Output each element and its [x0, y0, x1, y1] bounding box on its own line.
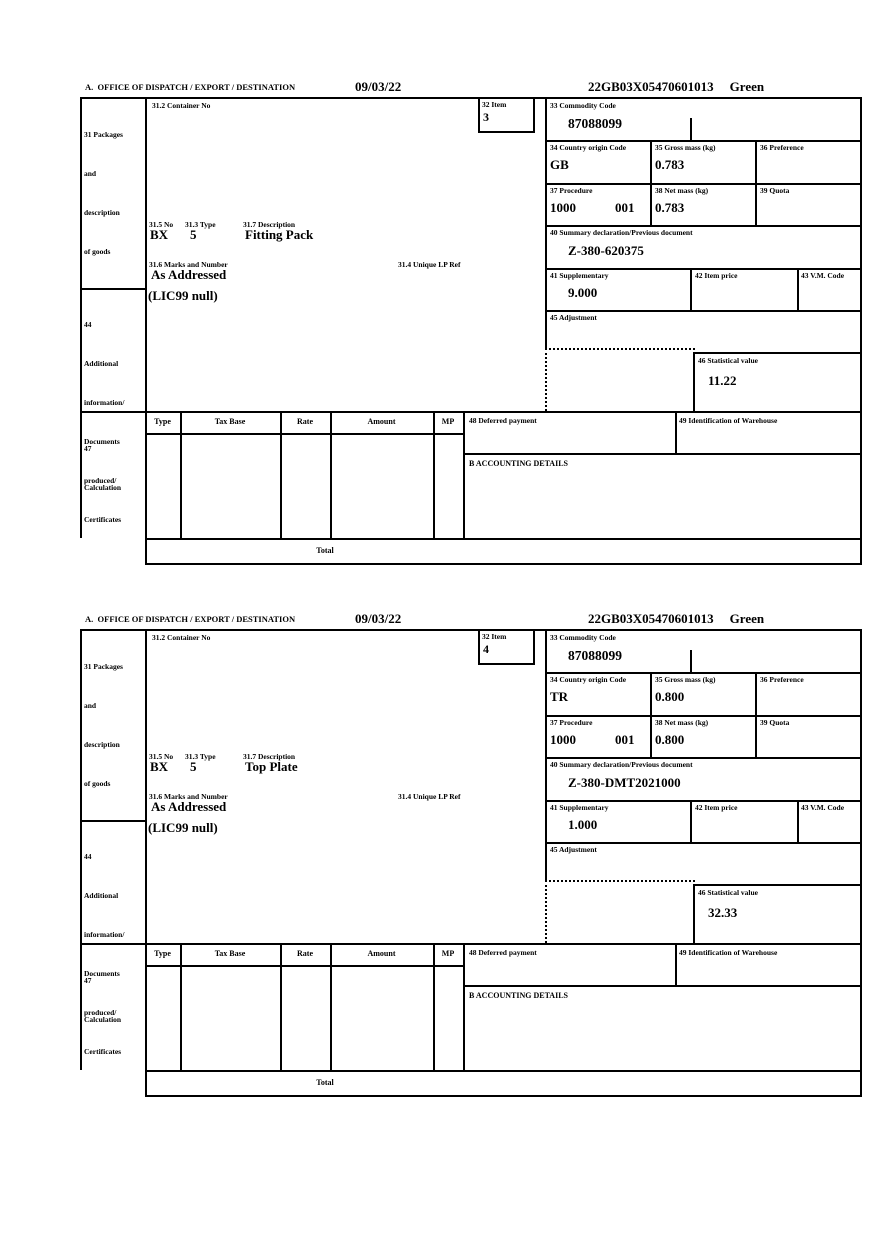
divider: [675, 943, 677, 985]
divider: [280, 943, 282, 1070]
label-commodity-code: 33 Commodity Code: [550, 633, 616, 642]
divider: [465, 453, 862, 455]
label-deferred-payment: 48 Deferred payment: [469, 948, 537, 957]
calc-column-rate: Rate: [297, 949, 313, 958]
calc-column-mp: MP: [441, 417, 455, 426]
route-status: Green: [729, 611, 765, 626]
value-item-number: 3: [483, 110, 489, 124]
label-deferred-payment: 48 Deferred payment: [469, 416, 537, 425]
label-supplementary: 41 Supplementary: [550, 271, 609, 280]
divider: [545, 672, 862, 674]
divider: [545, 310, 862, 312]
divider: [797, 268, 799, 310]
divider: [545, 140, 862, 142]
divider: [860, 97, 862, 565]
divider: [690, 800, 692, 842]
declaration-reference: [588, 612, 764, 626]
acceptance-date: 09/03/22: [355, 611, 402, 626]
calc-total-label: Total: [316, 546, 334, 555]
label-box47-calculation: 47 Calculation: [84, 976, 122, 1024]
divider: [650, 183, 652, 225]
divider: [145, 433, 465, 435]
label-gross-mass: 35 Gross mass (kg): [655, 143, 716, 152]
label-quota: 39 Quota: [760, 718, 790, 727]
calc-column-tax-base: Tax Base: [214, 949, 246, 958]
divider: [80, 411, 862, 413]
divider: [693, 352, 695, 411]
calc-column-tax-base: Tax Base: [214, 417, 246, 426]
dotted-divider: [545, 880, 547, 943]
divider: [478, 663, 535, 665]
value-additional-information: (LIC99 null): [148, 820, 218, 835]
label-box31-packages: 31 Packages and description of goods: [84, 130, 123, 256]
label-item-price: 42 Item price: [695, 803, 738, 812]
value-summary-declaration: Z-380-DMT2021000: [568, 775, 681, 790]
label-description: 31.7 Description: [243, 220, 296, 229]
divider: [650, 715, 652, 757]
value-summary-declaration: Z-380-620375: [568, 243, 644, 258]
divider: [693, 884, 695, 943]
label-adjustment: 45 Adjustment: [550, 313, 597, 322]
calc-column-amount: Amount: [367, 417, 396, 426]
divider: [860, 629, 862, 1097]
value-gross-mass: 0.783: [655, 157, 685, 172]
label-unique-lp-ref: 31.4 Unique LP Ref: [398, 792, 461, 801]
label-country-origin: 34 Country origin Code: [550, 143, 627, 152]
divider: [145, 629, 147, 1097]
label-accounting-details: B ACCOUNTING DETAILS: [469, 459, 568, 468]
value-statistical-value: 32.33: [708, 905, 738, 920]
value-goods-description: Top Plate: [245, 759, 298, 774]
value-country-origin: GB: [550, 157, 569, 172]
divider: [463, 943, 465, 1070]
label-description: 31.7 Description: [243, 752, 296, 761]
divider: [80, 629, 862, 631]
label-summary-declaration: 40 Summary declaration/Previous document: [550, 228, 693, 237]
label-container-no: 31.2 Container No: [152, 633, 211, 642]
declaration-reference: [588, 80, 764, 94]
value-procedure: 1000: [550, 732, 576, 747]
divider: [545, 842, 862, 844]
declaration-item-section-2: [80, 612, 864, 1104]
value-package-no: BX: [150, 227, 169, 242]
divider: [145, 965, 465, 967]
value-goods-description: Fitting Pack: [245, 227, 314, 242]
divider: [675, 411, 677, 453]
label-box44-additional-info: 44 Additional information/ Documents produced/ Certificates: [84, 320, 125, 524]
divider: [755, 183, 757, 225]
value-commodity-code: 87088099: [568, 648, 622, 663]
divider: [545, 757, 862, 759]
divider: [690, 268, 692, 310]
reference-number: 22GB03X05470601013: [588, 79, 714, 94]
label-box47-calculation: 47 Calculation: [84, 444, 122, 492]
label-procedure: 37 Procedure: [550, 718, 593, 727]
value-procedure-extra: 001: [615, 732, 635, 747]
divider: [545, 629, 547, 880]
value-net-mass: 0.800: [655, 732, 685, 747]
label-statistical-value: 46 Statistical value: [698, 888, 758, 897]
divider: [545, 800, 862, 802]
label-item-price: 42 Item price: [695, 271, 738, 280]
label-gross-mass: 35 Gross mass (kg): [655, 675, 716, 684]
label-preference: 36 Preference: [760, 143, 804, 152]
divider: [330, 411, 332, 538]
value-statistical-value: 11.22: [708, 373, 737, 388]
divider: [80, 629, 82, 1070]
label-procedure: 37 Procedure: [550, 186, 593, 195]
label-unique-lp-ref: 31.4 Unique LP Ref: [398, 260, 461, 269]
label-marks-and-number: 31.6 Marks and Number: [149, 792, 228, 801]
divider: [145, 1095, 862, 1097]
value-procedure-extra: 001: [615, 200, 635, 215]
value-marks-and-number: As Addressed: [151, 799, 227, 814]
divider: [330, 943, 332, 1070]
value-package-type: 5: [190, 227, 197, 242]
dotted-divider: [545, 348, 547, 411]
divider: [693, 884, 862, 886]
divider: [145, 563, 862, 565]
calc-column-type: Type: [154, 417, 171, 426]
label-package-no: 31.5 No: [149, 752, 174, 761]
divider: [533, 629, 535, 665]
divider: [180, 943, 182, 1070]
value-procedure: 1000: [550, 200, 576, 215]
divider: [755, 715, 757, 757]
label-item-box: 32 Item: [482, 100, 507, 109]
label-marks-and-number: 31.6 Marks and Number: [149, 260, 228, 269]
divider: [478, 97, 480, 133]
label-summary-declaration: 40 Summary declaration/Previous document: [550, 760, 693, 769]
label-net-mass: 38 Net mass (kg): [655, 718, 709, 727]
label-package-no: 31.5 No: [149, 220, 174, 229]
declaration-item-section-1: [80, 80, 864, 572]
label-box44-additional-info: 44 Additional information/ Documents produced/ Certificates: [84, 852, 125, 1056]
label-quota: 39 Quota: [760, 186, 790, 195]
value-marks-and-number: As Addressed: [151, 267, 227, 282]
divider: [478, 131, 535, 133]
label-warehouse-id: 49 Identification of Warehouse: [679, 416, 778, 425]
divider: [80, 97, 862, 99]
divider: [693, 352, 862, 354]
calc-column-mp: MP: [441, 949, 455, 958]
value-country-origin: TR: [550, 689, 569, 704]
divider: [755, 140, 757, 183]
dotted-divider: [545, 348, 695, 350]
reference-number: 22GB03X05470601013: [588, 611, 714, 626]
label-vm-code: 43 V.M. Code: [801, 803, 845, 812]
label-warehouse-id: 49 Identification of Warehouse: [679, 948, 778, 957]
value-supplementary: 1.000: [568, 817, 598, 832]
divider: [545, 715, 862, 717]
value-package-no: BX: [150, 759, 169, 774]
divider: [478, 629, 480, 665]
calc-column-type: Type: [154, 949, 171, 958]
divider: [545, 183, 862, 185]
divider: [545, 225, 862, 227]
divider: [650, 140, 652, 183]
value-additional-information: (LIC99 null): [148, 288, 218, 303]
divider: [80, 943, 862, 945]
divider: [145, 97, 147, 565]
value-package-type: 5: [190, 759, 197, 774]
label-preference: 36 Preference: [760, 675, 804, 684]
divider: [145, 538, 862, 540]
divider: [433, 943, 435, 1070]
office-of-dispatch-label: A. OFFICE OF DISPATCH / EXPORT / DESTINATION: [85, 614, 296, 624]
acceptance-date: 09/03/22: [355, 79, 402, 94]
value-commodity-code: 87088099: [568, 116, 622, 131]
label-package-type: 31.3 Type: [185, 752, 216, 761]
label-package-type: 31.3 Type: [185, 220, 216, 229]
divider: [145, 1070, 862, 1072]
divider: [533, 97, 535, 133]
value-item-number: 4: [483, 642, 489, 656]
divider: [433, 411, 435, 538]
value-gross-mass: 0.800: [655, 689, 685, 704]
divider: [80, 820, 145, 822]
divider: [690, 650, 692, 672]
calc-column-amount: Amount: [367, 949, 396, 958]
office-of-dispatch-label: A. OFFICE OF DISPATCH / EXPORT / DESTINATION: [85, 82, 296, 92]
label-adjustment: 45 Adjustment: [550, 845, 597, 854]
divider: [797, 800, 799, 842]
calc-total-label: Total: [316, 1078, 334, 1087]
divider: [80, 288, 145, 290]
divider: [545, 97, 547, 348]
route-status: Green: [729, 79, 765, 94]
divider: [690, 118, 692, 140]
divider: [465, 985, 862, 987]
label-vm-code: 43 V.M. Code: [801, 271, 845, 280]
label-supplementary: 41 Supplementary: [550, 803, 609, 812]
dotted-divider: [545, 880, 695, 882]
label-net-mass: 38 Net mass (kg): [655, 186, 709, 195]
label-item-box: 32 Item: [482, 632, 507, 641]
label-container-no: 31.2 Container No: [152, 101, 211, 110]
label-box31-packages: 31 Packages and description of goods: [84, 662, 123, 788]
divider: [180, 411, 182, 538]
divider: [650, 672, 652, 715]
label-statistical-value: 46 Statistical value: [698, 356, 758, 365]
label-accounting-details: B ACCOUNTING DETAILS: [469, 991, 568, 1000]
label-country-origin: 34 Country origin Code: [550, 675, 627, 684]
label-commodity-code: 33 Commodity Code: [550, 101, 616, 110]
divider: [755, 672, 757, 715]
divider: [463, 411, 465, 538]
divider: [80, 97, 82, 538]
value-net-mass: 0.783: [655, 200, 685, 215]
value-supplementary: 9.000: [568, 285, 598, 300]
divider: [545, 268, 862, 270]
calc-column-rate: Rate: [297, 417, 313, 426]
divider: [280, 411, 282, 538]
